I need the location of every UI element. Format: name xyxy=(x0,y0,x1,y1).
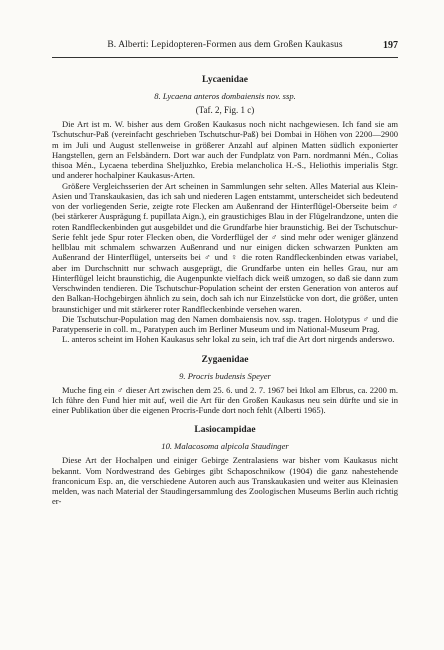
species-name: 8. Lycaena anteros dombaiensis nov. ssp. xyxy=(154,91,296,101)
section-heading-lasiocampidae: Lasiocampidae xyxy=(194,425,256,436)
header-title: B. Alberti: Lepidopteren-Formen aus dem Großen Kaukasus xyxy=(107,40,343,50)
species-heading xyxy=(52,371,398,381)
section-heading-lycaenidae: Lycaenidae xyxy=(202,75,248,85)
species-name: 10. Malacosoma alpicola Staudinger xyxy=(161,441,289,452)
section-heading-zygaenidae: Zygaenidae xyxy=(201,354,249,365)
paragraph: L. anteros scheint im Hohen Kaukasus sehr lokal zu sein, ich traf die Art dort nirgends anderswo. xyxy=(62,334,395,345)
page-number: 197 xyxy=(383,40,398,51)
document-page xyxy=(52,40,398,507)
paragraph: Diese Art der Hochalpen und einiger Gebirge Zentralasiens war bisher vom Kaukasus nicht bekannt. Vom Nordwestrand des Gebirges gibt Schaposchnikow (1904) die ganz nahestehende franconicum Esp. an, die verschiedene Autoren auch aus Transkaukasien und weiter aus Kleinasien melden, was nach Material der Staudingersammlung des Zoologischen Museums Berlin auch richtig er- xyxy=(52,455,398,507)
species-name: 9. Procris budensis Speyer xyxy=(179,370,271,381)
species-heading xyxy=(52,441,398,451)
paragraph: Größere Vergleichsserien der Art scheinen in Sammlungen sehr selten. Alles Material aus Klein-Asien und Transkaukasien, das ich sah und niederen Lagen entstammt, unterscheidet sich bedeutend von der vorliegenden Serie, zeigte rote Flecken am Außenrand der Hinterflügel-Oberseite beim ♂ (bei stärkerer Ausprägung f. pupillata Aign.), ein graustichiges Blau in der Flügelrandzone, unten die roten Randfleckenbinden gut ausgebildet und die Grundfarbe hier braunstichig. Bei der Tschutschur-Serie fehlt jede Spur roter Flecken oben, die Vorderflügel der ♂ sind mehr oder weniger glänzend hellblau mit schmalem schwarzen Außenrand und nur einigen dicken schwarzen Punkten am Außenrand der Hinterflügel, unterseits bei ♂ und ♀ die roten Randfleckenbinden etwas variabel, aber im Durchschnitt nur schwach ausgeprägt, die Grundfarbe unten ein helles Grau, nur am Hinterflügel leicht braunstichig, die Augenpunkte vielfach dick weiß umzogen, so daß sie dann zum Verschwinden tendieren. Die Tschutschur-Population scheint der ersten Generation von anteros auf den Balkan-Hochgebirgen ähnlich zu sein, doch sah ich nur Einzelstücke von dort, die größer, unten braunstichiger und mit stärkerer roter Randfleckenbinde versehen waren. xyxy=(52,180,398,314)
plate-reference: (Taf. 2, Fig. 1 c) xyxy=(195,105,255,115)
paragraph: Muche fing ein ♂ dieser Art zwischen dem 25. 6. und 2. 7. 1967 bei Itkol am Elbrus, ca. 2200 m. Ich führe den Fund hier mit auf, weil die Art für den Großen Kaukasus neu sein dürfte und sie in einer Publikation über die eigenen Procris-Funde dort noch fehlt (Alberti 1965). xyxy=(52,384,398,415)
species-heading xyxy=(52,91,398,101)
paragraph: Die Tschutschur-Population mag den Namen dombaiensis nov. ssp. tragen. Holotypus ♂ und die Paratypenserie in coll. m., Paratypen auch im Berliner Museum und im National-Museum Prag. xyxy=(52,313,398,334)
running-header xyxy=(52,40,398,58)
paragraph: Die Art ist m. W. bisher aus dem Großen Kaukasus noch nicht nachgewiesen. Ich fand sie am Tschutschur-Paß (vereinfacht geschrieben Tschutschur-Paß) bei Dombai in Höhen von 2200—2900 m im Juli und August stellenweise in größerer Anzahl auf alpinen Matten südlich exponierter Hangstellen, gern an Felsbändern. Dort war auch der Fundplatz von Parn. nordmanni Mén., Colias thisoa Mén., Lycaena teberdina Sheljuzhko, Erebia melancholica H.-S., Heliothis imperialis Stgr. und anderer hochalpiner Kaukasus-Arten. xyxy=(52,119,398,181)
